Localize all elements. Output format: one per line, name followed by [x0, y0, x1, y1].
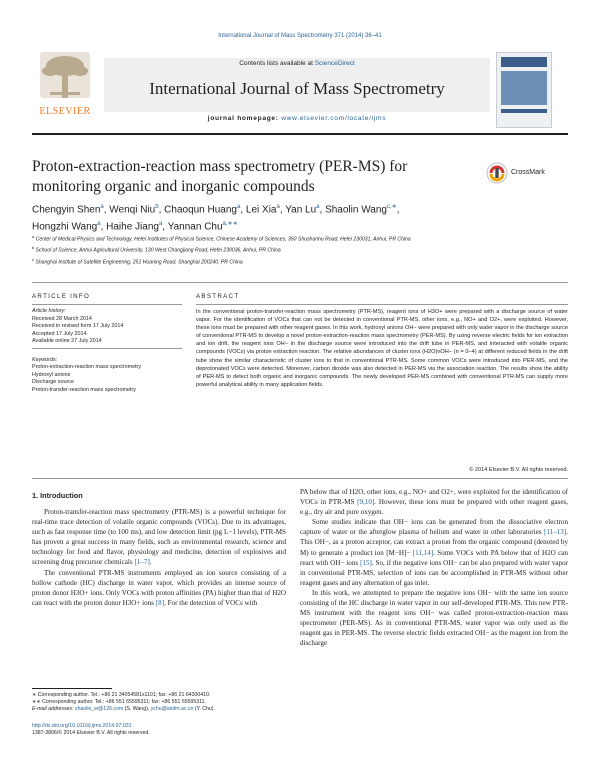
- paragraph: [300, 487, 568, 517]
- author-separator: ,: [319, 204, 326, 216]
- author-separator: ,: [240, 204, 246, 216]
- keyword: Proton-transfer-reaction mass spectrometry: [32, 386, 136, 393]
- elsevier-wordmark: ELSEVIER: [39, 106, 91, 117]
- affiliation-mark: b: [32, 245, 35, 251]
- paragraph-text: . Some VOCs with PA below that of H2O can react with OH− ions: [300, 548, 568, 567]
- author-affiliation-mark[interactable]: a: [97, 221, 101, 228]
- author-separator: ,: [396, 204, 400, 216]
- cover-band-top: [501, 57, 547, 67]
- email-footnote: [32, 706, 292, 713]
- email-label: E-mail addresses:: [32, 706, 75, 713]
- abstract-text: In the conventional proton-transfer-reaction mass spectrometry (PTR-MS), reagent ions of H3O+ were prepared with a discharge source of water vapor. For the identification of VOCs that can not be detected in conventional PTR-MS, other ions, e.g., NO+ and O2+, were exploited. However, these ions must be prepared with other reagent gases. In this work, hydroxyl anions OH− were prepared with only water vapor in the discharge source of conventional PTR-MS to develop a novel proton-extraction-reaction mass spectrometry (PER-MS). By using reverse electric fields for ion extraction and ion drift, the reagent ions OH− in the discharge source were introduced into the drift tube in PER-MS, and interacted with volatile organic compounds (VOCs) via proton extraction reaction. The relative abundances of cluster ions (H2O)nOH− (n = 0–4) at different reduced fields in the drift tube show the similar characteristic of cluster ions to that in conventional PTR-MS. Some common VOCs were introduced into PER-MS, and the deprotonated VOCs were detected. Moreover, carbon dioxide was also detected in PER-MS via the association reaction. The results show the ability of PER-MS to detect both organic and inorganic compounds. The newly developed PER-MS combined with conventional PTR-MS can supply more powerful analytical ability in many application fields.: [196, 309, 568, 388]
- citation-link[interactable]: [1–7]: [134, 558, 150, 567]
- body-column-right: [300, 487, 568, 649]
- affiliation-text: School of Science, Anhui Agricultural University, 130 West Changjiang Road, Hefei 230036, Anhui, PR China: [34, 247, 281, 254]
- affiliation-text: Center of Medical Physics and Technology, Hefei Institutes of Physical Science, Chinese Academy of Sciences, 350 Shushanhu Road, Hefei 230031, Anhui, PR China: [34, 236, 411, 243]
- citation-link[interactable]: [15]: [360, 558, 372, 567]
- author-affiliation-mark[interactable]: a: [158, 221, 163, 228]
- history-line: Received 28 March 2014: [32, 315, 92, 322]
- footnote-rule: [32, 688, 112, 689]
- paragraph-text: Some studies indicate that OH− ions can be generated from the dissociative electron capture of water or the afterglow plasma of helium and water in other laboratories: [300, 518, 568, 537]
- journal-citation-link[interactable]: International Journal of Mass Spectrometry 371 (2014) 36–41: [218, 33, 382, 39]
- author-name[interactable]: Yannan Chu: [167, 221, 223, 233]
- crossmark-label: CrossMark: [511, 169, 545, 176]
- paragraph-text: The conventional PTR-MS instruments employed an ion source consisting of a hollow cathode (HC) discharge in water vapor, which provides an intense source of proton donor H3O+ ions. Only VOCs with proton affinities (PA) higher than that of H2O can react with the proton donor H3O+ ions: [32, 568, 286, 607]
- paragraph: [32, 568, 286, 608]
- homepage-prefix: journal homepage:: [207, 115, 282, 122]
- affiliation-divider: [32, 282, 568, 283]
- author-name[interactable]: Haihe Jiang: [106, 221, 159, 233]
- issn-line: 1387-3806/© 2014 Elsevier B.V. All rights reserved.: [32, 730, 150, 737]
- email-link[interactable]: shaolin_w@126.com: [74, 706, 124, 713]
- author-name[interactable]: Shaolin Wang: [325, 204, 387, 216]
- affiliation-list: [32, 233, 472, 267]
- footnote: ∗∗ Corresponding author. Tel.: +86 551 65595311; fax: +86 551 65595311.: [32, 699, 206, 706]
- keyword: Hydroxyl anions: [32, 371, 71, 378]
- affiliation: [32, 256, 472, 267]
- abstract-rule: [196, 304, 568, 305]
- author-affiliation-mark[interactable]: c,∗: [386, 204, 397, 210]
- introduction-heading: 1. Introduction: [32, 491, 83, 500]
- affiliation: [32, 233, 472, 244]
- sciencedirect-link[interactable]: ScienceDirect: [314, 60, 355, 67]
- author-affiliation-mark[interactable]: a: [316, 204, 320, 210]
- elsevier-tree-logo: [32, 52, 98, 114]
- doi-block: [32, 723, 292, 737]
- author-list: [32, 200, 512, 235]
- keywords-label: Keywords:: [32, 356, 58, 363]
- abstract-heading: ABSTRACT: [196, 293, 240, 300]
- footnote: ∗ Corresponding author. Tel.: +86 21 34054581x1101; fax: +86 21 64300410.: [32, 692, 211, 698]
- author-affiliation-mark[interactable]: b: [155, 204, 159, 210]
- affiliation-text: Shanghai Institute of Satellite Engineering, 251 Huaning Road, Shanghai 200240, PR China: [34, 259, 243, 266]
- author-name[interactable]: Hongzhi Wang: [32, 221, 98, 233]
- article-title: Proton-extraction-reaction mass spectrometry (PER-MS) for monitoring organic and inorganic compounds: [32, 158, 408, 195]
- email-owner: (S. Wang),: [123, 706, 151, 713]
- author-name[interactable]: Yan Lu: [285, 204, 317, 216]
- paragraph-text: . So, if the negative ions OH− can be also prepared with water vapor in conventional PTR-MS, selection of ions can be accomplished in PTR-MS without other reagent gases and any alternation of gas inlet.: [300, 558, 568, 587]
- affiliation-mark: c: [32, 256, 34, 262]
- author-name[interactable]: Lei Xia: [245, 204, 277, 216]
- cover-image: [501, 71, 547, 105]
- abstract-divider: [32, 478, 568, 479]
- footnotes: [32, 692, 292, 714]
- paragraph: Proton-transfer-reaction mass spectrometry (PTR-MS) is a powerful technique for real-time trace detection of volatile organic compounds (VOCs). Due to its advantages, such as fast response time (to 100 ms), and low detection limit (pg L−1 levels), PTR-MS has proven a great success in many fields, such as environmental research, science and technology for food and flavor, physiology and medicine, detection of explosives and screening drug precursor chemicals [1–7].: [32, 508, 286, 567]
- author-affiliation-mark[interactable]: a: [100, 204, 104, 210]
- author-affiliation-mark[interactable]: a,∗∗: [222, 221, 238, 228]
- abstract-copyright: © 2014 Elsevier B.V. All rights reserved.: [469, 467, 568, 473]
- crossmark-badge[interactable]: [486, 162, 568, 184]
- elsevier-tree-icon: [40, 52, 90, 98]
- contents-prefix: Contents lists available at: [239, 60, 315, 67]
- history-line: Available online 27 July 2014: [32, 338, 102, 344]
- author-affiliation-mark[interactable]: a: [237, 204, 241, 210]
- journal-cover-thumbnail[interactable]: [496, 52, 552, 128]
- author-name[interactable]: Chaoqun Huang: [164, 204, 237, 216]
- article-info-heading: ARTICLE INFO: [32, 293, 91, 300]
- paragraph-text: PA below that of H2O, other ions, e.g., NO+ and O2+, were exploited for the identification of VOCs in PTR-MS: [300, 488, 568, 507]
- article-info-rule: [32, 304, 182, 305]
- affiliation-mark: a: [32, 234, 35, 239]
- article-info-panel: [32, 308, 182, 394]
- doi-link[interactable]: http://dx.doi.org/10.1016/j.ijms.2014.07.031: [32, 723, 132, 729]
- contents-line: [104, 60, 490, 67]
- paragraph: [300, 517, 568, 588]
- body-column-left: [32, 507, 286, 608]
- paragraph-text: Proton-transfer-reaction mass spectrometry (PTR-MS) is a powerful technique for real-time trace detection of volatile organic compounds (VOCs). Due to its advantages, such as fast response time (to 100 ms), and low detection limit (pg L−1 levels), PTR-MS has proven a great success in many fields, such as environmental research, science and technology for food and flavor, physiology and medicine, detection of explosives and screening drug precursor chemicals: [32, 508, 286, 567]
- citation-link[interactable]: [11–13]: [544, 528, 567, 537]
- article-info-mid-rule: [32, 348, 182, 349]
- keyword: Discharge source: [32, 379, 74, 385]
- paragraph-text: . However, these ions must be prepared with other reagent gases, e.g., dry air and pure oxygen.: [300, 498, 569, 517]
- paragraph-text: . For the detection of VOCs with: [164, 598, 258, 607]
- keyword: Proton-extraction-reaction mass spectrometry: [32, 364, 142, 370]
- affiliation: [32, 244, 472, 255]
- citation-link[interactable]: [8]: [155, 598, 165, 607]
- homepage-line: [104, 115, 490, 122]
- paragraph: In this work, we attempted to prepare the negative ions OH− with the same ion source consisting of the HC discharge in water vapor in our self-developed PTR-MS. This new PTR-MS instrument with the reagent ions OH− was called proton-extraction-reaction mass spectrometer (PER-MS). As in conventional PTR-MS, water vapor was only used as the reagent gas in PER-MS. The reverse electric fields extracted OH− as the reagent ion from the discharge: [300, 588, 568, 648]
- author-separator: ,: [103, 204, 110, 216]
- citation-link[interactable]: [11,14]: [412, 548, 434, 557]
- author-affiliation-mark[interactable]: a: [276, 204, 280, 210]
- history-label: Article history:: [32, 308, 66, 314]
- crossmark-icon: [486, 162, 508, 184]
- author-name[interactable]: Wenqi Niu: [109, 204, 156, 216]
- paragraph-text: . This OH−, as a proton acceptor, can extract a proton from the organic compound (denoted by M) to generate a product ion [M−H]−: [300, 528, 568, 557]
- cover-band-bottom: [501, 109, 547, 113]
- author-name[interactable]: Chengyin Shen: [32, 204, 101, 216]
- journal-title: International Journal of Mass Spectrometry: [149, 79, 445, 98]
- masthead-divider: [32, 133, 568, 135]
- email-link[interactable]: ychu@aiofm.ac.cn: [150, 706, 194, 713]
- author-separator: ,: [162, 221, 168, 233]
- author-separator: ,: [100, 221, 107, 233]
- author-separator: ,: [279, 204, 286, 216]
- history-line: Received in revised form 17 July 2014: [32, 323, 124, 329]
- homepage-link[interactable]: www.elsevier.com/locate/ijms: [281, 115, 387, 122]
- history-line: Accepted 17 July 2014: [32, 330, 87, 337]
- author-separator: ,: [158, 204, 165, 216]
- email-owner: (Y. Chu).: [193, 706, 215, 713]
- citation-link[interactable]: [9,10]: [357, 498, 375, 507]
